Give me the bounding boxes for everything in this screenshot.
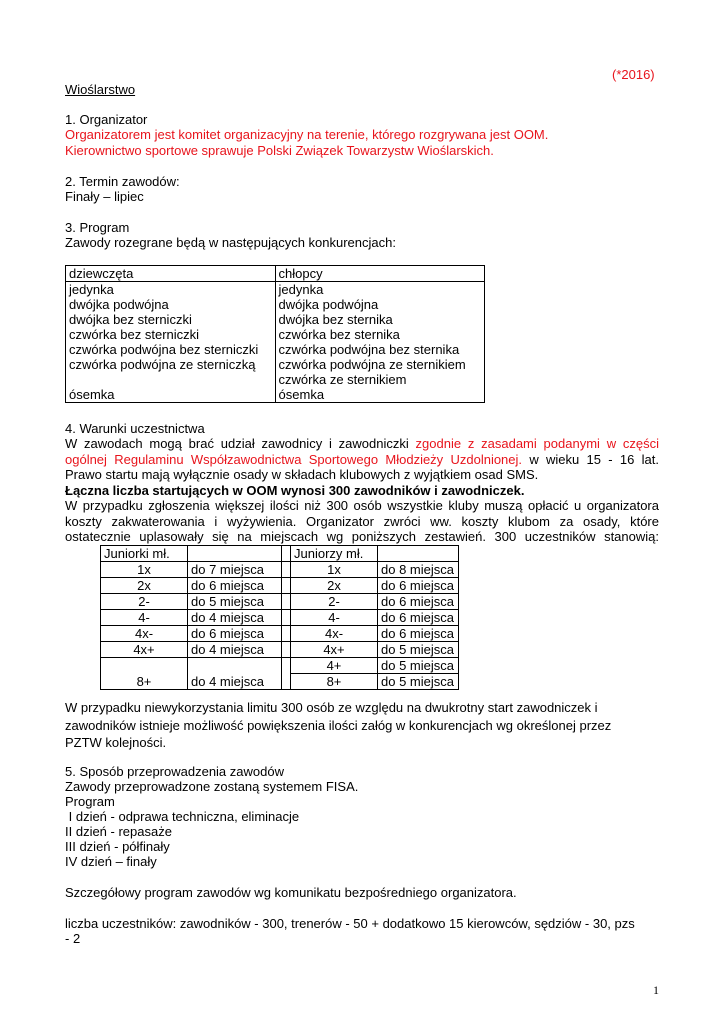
boys-events	[275, 282, 484, 403]
page-title: Wioślarstwo	[65, 82, 136, 97]
event-item: czwórka podwójna bez sternika	[278, 342, 460, 357]
cost-line-1: W przypadku zgłoszenia większej ilości niż 300 osób wszystkie kluby muszą opłacić u organizatora	[65, 498, 659, 513]
table-row: 2x do 6 miejsca 2x do 6 miejsca	[101, 578, 459, 594]
table-row	[101, 546, 459, 562]
events-table	[65, 265, 485, 403]
day-1: I dzień - odprawa techniczna, eliminacje	[65, 809, 300, 824]
age-range: w wieku 15 - 16 lat.	[529, 452, 659, 467]
event-item: ósemka	[69, 387, 115, 402]
girls-header: dziewczęta	[66, 266, 276, 282]
table-row: 8+ do 4 miejsca 4+ do 5 miejsca	[101, 658, 459, 674]
system-line: Zawody przeprowadzone zostaną systemem FISA.	[65, 779, 359, 794]
table-row: 4x- do 6 miejsca 4x- do 6 miejsca	[101, 626, 459, 642]
unused-limit-line-3: PZTW kolejności.	[65, 735, 167, 750]
boys-header: chłopcy	[275, 266, 484, 282]
event-item: dwójka podwójna	[278, 297, 379, 312]
unused-limit-line-1: W przypadku niewykorzystania limitu 300 osób ze względu na dwukrotny start zawodniczek i	[65, 700, 598, 715]
event-item: jedynka	[278, 282, 324, 297]
event-item: czwórka podwójna ze sterniczką	[69, 357, 256, 372]
quota-table	[100, 545, 459, 690]
conditions-line-2	[65, 452, 659, 467]
day-3: III dzień - półfinały	[65, 839, 170, 854]
page-number: 1	[653, 983, 659, 997]
conditions-text: W zawodach mogą brać udział zawodnicy i zawodniczki	[65, 436, 409, 451]
juniorki-header: Juniorki mł.	[101, 546, 188, 562]
day-4: IV dzień – finały	[65, 854, 157, 869]
event-item: czwórka bez sternika	[278, 327, 400, 342]
event-item: dwójka bez sterniczki	[69, 312, 192, 327]
event-item: ósemka	[278, 387, 325, 402]
event-item: czwórka bez sterniczki	[69, 327, 200, 342]
event-item: dwójka podwójna	[69, 297, 169, 312]
participants-line-1: liczba uczestników: zawodników - 300, trenerów - 50 + dodatkowo 15 kierowców, sędziów - 30, pzs	[65, 916, 635, 931]
conditions-rule-ref: zgodnie z zasadami podanymi w części	[415, 436, 659, 451]
event-item: czwórka podwójna ze sternikiem	[278, 357, 466, 372]
conditions-line-1	[65, 436, 659, 451]
unused-limit-line-2: zawodników istnieje możliwość powiększenia ilości załóg w konkurencjach wg określonej przez	[65, 718, 612, 733]
detail-line: Szczegółowy program zawodów wg komunikatu bezpośredniego organizatora.	[65, 885, 517, 900]
organizer-line-2: Kierownictwo sportowe sprawuje Polski Związek Towarzystw Wioślarskich.	[65, 143, 494, 158]
table-row: 4x+ do 4 miejsca 4x+ do 5 miejsca	[101, 642, 459, 658]
program-label: Program	[65, 794, 115, 809]
section-1-heading: 1. Organizator	[65, 112, 148, 127]
section-5-heading: 5. Sposób przeprowadzenia zawodów	[65, 764, 284, 779]
event-item: czwórka ze sternikiem	[278, 372, 407, 387]
cost-line-3: ostatecznie uplasowały się na miejscach wg poniższych zestawień. 300 uczestników stanowią:	[65, 529, 659, 544]
eligibility-line: Prawo startu mają wyłącznie osady w składach klubowych z wyjątkiem osad SMS.	[65, 467, 539, 482]
event-item: dwójka bez sternika	[278, 312, 393, 327]
event-item: jedynka	[69, 282, 114, 297]
regulation-name: ogólnej Regulaminu Współzawodnictwa Sportowego Młodzieży Uzdolnionej.	[65, 452, 523, 467]
section-4-heading: 4. Warunki uczestnictwa	[65, 421, 205, 436]
girls-events	[66, 282, 276, 403]
organizer-line-1: Organizatorem jest komitet organizacyjny na terenie, którego rozgrywana jest OOM.	[65, 127, 549, 142]
section-3-heading: 3. Program	[65, 220, 130, 235]
table-row: 4- do 4 miejsca 4- do 6 miejsca	[101, 610, 459, 626]
cost-line-2: koszty zakwaterowania i wyżywienia. Organizator zwróci ww. koszty klubom za osady, które	[65, 514, 659, 529]
event-item	[69, 372, 272, 387]
year-tag: (*2016)	[612, 67, 655, 82]
table-row: 8+ do 5 miejsca	[101, 674, 459, 690]
participant-limit: Łączna liczba startujących w OOM wynosi 300 zawodników i zawodniczek.	[65, 483, 525, 498]
day-2: II dzień - repasaże	[65, 824, 172, 839]
section-2-heading: 2. Termin zawodów:	[65, 174, 180, 189]
table-row: 2- do 5 miejsca 2- do 6 miejsca	[101, 594, 459, 610]
event-item: czwórka podwójna bez sterniczki	[69, 342, 259, 357]
table-row: 1x do 7 miejsca 1x do 8 miejsca	[101, 562, 459, 578]
participants-line-2: - 2	[65, 931, 81, 946]
date-value: Finały – lipiec	[65, 189, 144, 204]
juniorzy-header: Juniorzy mł.	[291, 546, 378, 562]
program-intro: Zawody rozegrane będą w następujących konkurencjach:	[65, 235, 396, 250]
